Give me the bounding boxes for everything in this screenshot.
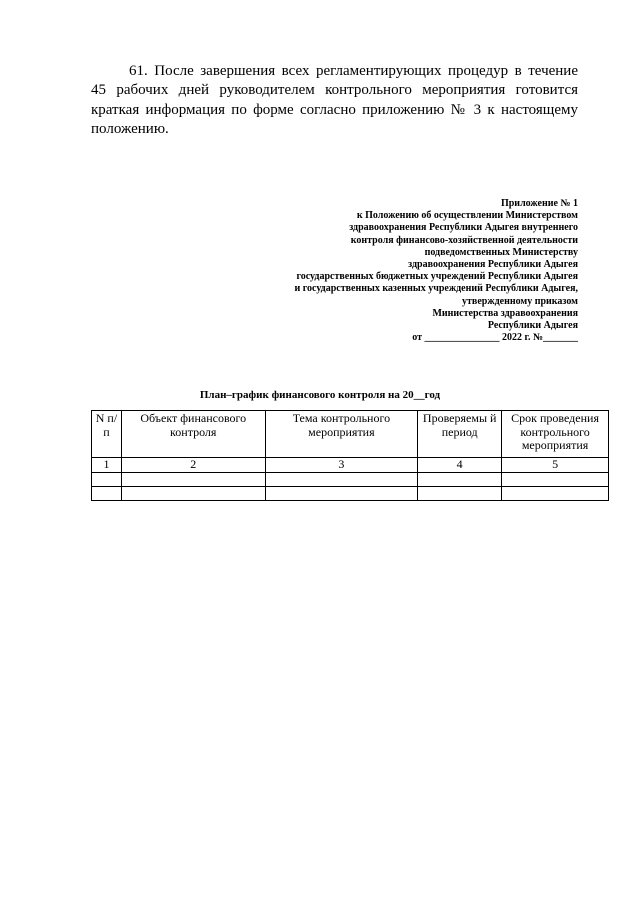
table-cell <box>265 486 418 500</box>
table-cell <box>121 472 265 486</box>
appendix-line: здравоохранения Республики Адыгея внутреннего <box>349 222 578 234</box>
appendix-line: здравоохранения Республики Адыгея <box>408 259 578 271</box>
table-cell <box>92 486 122 500</box>
appendix-header <box>238 198 578 344</box>
plan-schedule-table <box>91 410 609 501</box>
appendix-line: Министерства здравоохранения <box>432 307 578 319</box>
header-period: Проверяемы й период <box>418 411 502 458</box>
table-cell <box>418 486 502 500</box>
table-cell <box>502 472 609 486</box>
table-header-row <box>92 411 609 458</box>
header-topic: Тема контрольного мероприятия <box>265 411 418 458</box>
table-row <box>92 486 609 500</box>
paragraph-line: положению. <box>91 121 169 138</box>
table-cell: 3 <box>265 458 418 473</box>
appendix-line: утвержденному приказом <box>462 295 578 307</box>
table-row-numbering <box>92 458 609 473</box>
appendix-line: к Положению об осуществлении Министерством <box>356 210 578 222</box>
table-cell: 1 <box>92 458 122 473</box>
paragraph-line: 61. После завершения всех регламентирующих процедур в течение <box>129 63 578 79</box>
table-cell: 5 <box>502 458 609 473</box>
table-cell <box>265 472 418 486</box>
appendix-line: подведомственных Министерству <box>424 246 578 258</box>
appendix-line: Республики Адыгея <box>487 320 578 332</box>
appendix-line: государственных бюджетных учреждений Республики Адыгея <box>296 271 578 283</box>
table-cell: 2 <box>121 458 265 473</box>
table-title: План–график финансового контроля на 20__год <box>199 389 441 401</box>
table-cell: 4 <box>418 458 502 473</box>
paragraph-line: 45 рабочих дней руководителем контрольного мероприятия готовится <box>91 82 578 99</box>
appendix-line: и государственных казенных учреждений Республики Адыгея, <box>294 283 578 295</box>
table-row <box>92 472 609 486</box>
header-number: N п/п <box>92 411 122 458</box>
appendix-title: Приложение № 1 <box>500 198 578 209</box>
appendix-date-line: от _______________ 2022 г. №_______ <box>412 332 578 344</box>
table-cell <box>418 472 502 486</box>
appendix-line: контроля финансово-хозяйственной деятельности <box>350 234 578 246</box>
header-deadline: Срок проведения контрольного мероприятия <box>502 411 609 458</box>
table-cell <box>121 486 265 500</box>
paragraph-line: краткая информация по форме согласно приложению № 3 к настоящему <box>91 101 578 118</box>
header-control-object: Объект финансового контроля <box>121 411 265 458</box>
table-cell <box>92 472 122 486</box>
table-cell <box>502 486 609 500</box>
closing-paragraph <box>91 62 578 140</box>
